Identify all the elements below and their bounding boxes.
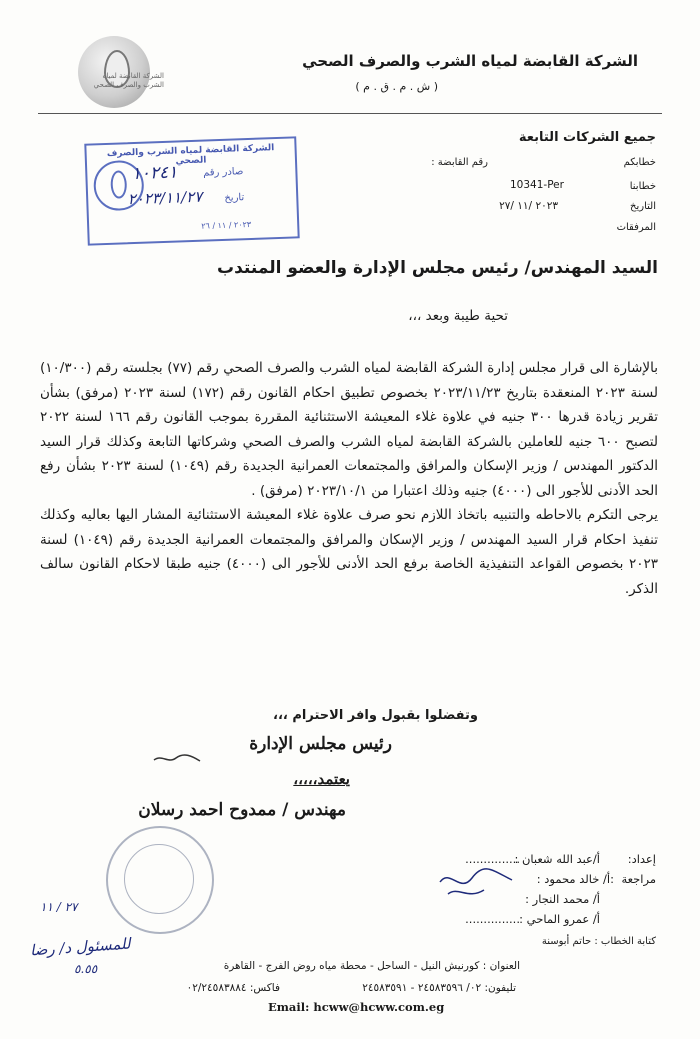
footer-fax: فاكس: ٠٢/٢٤٥٨٣٨٨٤ xyxy=(186,982,280,994)
holding-number-label: رقم القابضة : xyxy=(431,157,488,168)
review-label: مراجعة xyxy=(621,872,656,886)
letter-date: ٢٠٢٣ /١١ /٢٧ xyxy=(499,200,558,212)
signature-scribble xyxy=(152,752,202,766)
letter-body xyxy=(40,356,658,601)
addressee: السيد المهندس/ رئيس مجلس الإدارة والعضو المنتدب xyxy=(217,258,658,278)
seal-inner-ring xyxy=(124,844,194,914)
greeting: تحية طيبة وبعد ،،، xyxy=(408,308,508,324)
stamp-outgoing-label: صادر رقم xyxy=(202,166,244,179)
footer-phone: تليفون: ٠٢/ ٢٤٥٨٣٥٩٦ - ٢٤٥٨٣٥٩١ xyxy=(362,982,516,994)
reviewer-1: :أ/ خالد محمود : xyxy=(536,872,614,886)
stamp-footer: ٢٠٢٣ / ١١ / ٢٦ xyxy=(201,219,252,231)
reviewer-3: أ/ عمرو الماحي : xyxy=(519,912,600,926)
stamp-outgoing-number: ١٠٢٤١ xyxy=(131,162,178,185)
paragraph-request: يرجى التكرم بالاحاطه والتنبيه باتخاذ اللازم نحو صرف علاوة غلاء المعيشة الاستثنائية المشار اليها بعاليه وكذلك تنفيذ احكام قرار السيد المهندس / وزير الإسكان والمرافق والمجتمعات العمرانية الجديدة رقم (١٠٤٩) لسنة ٢٠٢٣ بخصوص القواعد التنفيذية الخاصة برفع الحد الأدنى للأجور الى (٤٠٠٠) جنيه طبقا لاحكام القانون سالف الذكر. xyxy=(40,507,658,597)
signatory-name: مهندس / ممدوح احمد رسلان xyxy=(138,800,346,820)
handwritten-note: للمسئول د/ رضا xyxy=(29,934,132,960)
paragraph-reference: بالإشارة الى قرار مجلس إدارة الشركة القابضة لمياه الشرب والصرف الصحي رقم (٧٧) بجلسته رقم (١٠/٣٠٠) لسنة ٢٠٢٣ المنعقدة بتاريخ ٢٠٢٣/١١/٢٣ بخصوص تطبيق احكام القانون رقم (١٧٢) لسنة ٢٠٢٣ (مرفق) بشأن تقرير زيادة قدرها ٣٠٠ جنيه في علاوة غلاء المعيشة الاستثنائية المقررة بموجب القانون رقم ١٦٦ لسنة ٢٠٢٢ لتصبح ٦٠٠ جنيه للعاملين بالشركة القابضة لمياه الشرب والصرف الصحي وشركاتها التابعة وكذلك قرار السيد الدكتور المهندس / وزير الإسكان والمرافق والمجتمعات العمرانية الجديدة رقم (١٠٤٩) لسنة ٢٠٢٣ بشأن رفع الحد الأدنى للأجور الى (٤٠٠٠) جنيه وذلك اعتبارا من ٢٠٢٣/١٠/١ (مرفق) . xyxy=(40,360,658,499)
footer-email: Email: hcww@hcww.com.eg xyxy=(268,1000,445,1014)
our-letter-number: 10341-Per xyxy=(510,179,564,191)
stamp-date-value: ٢٠٢٣/١١/٢٧ xyxy=(127,187,203,209)
typist: كتابة الخطاب : حاتم أبوسنة xyxy=(541,936,656,947)
prepared-by: أ/عبد الله شعبان : xyxy=(514,852,600,866)
recipients-heading: جميع الشركات التابعة xyxy=(518,130,656,145)
company-abbreviation: ( ش . م . ق . م ) xyxy=(355,80,438,93)
attachments-label: المرفقات xyxy=(616,222,656,233)
closing-line: وتفضلوا بقبول وافر الاحترام ،،، xyxy=(273,708,478,723)
prepared-dots: ............... xyxy=(465,852,520,866)
prepared-label: إعداد: xyxy=(627,852,656,866)
outgoing-stamp xyxy=(84,136,299,245)
company-name: الشركة القابضة لمياه الشرب والصرف الصحي xyxy=(302,52,638,70)
handwritten-initials: ٥.٥٥ xyxy=(74,962,98,976)
initials-scribble xyxy=(436,860,516,904)
your-letter-label: خطابكم xyxy=(623,157,656,168)
approval-label: يعتمد،،،،، xyxy=(293,770,350,788)
our-letter-label: خطابنا xyxy=(629,181,656,192)
date-label: التاريخ xyxy=(630,201,656,212)
reviewer-3-dots: ............... xyxy=(465,912,520,926)
chair-title: رئيس مجلس الإدارة xyxy=(249,734,392,754)
stamp-title: الشركة القابضة لمياه الشرب والصرف الصحي xyxy=(106,143,275,167)
stamp-date-label: تاريخ xyxy=(224,192,245,204)
footer-address: العنوان : كورنيش النيل - الساحل - محطة مياه روض الفرج - القاهرة xyxy=(223,960,520,972)
reviewer-2: أ/ محمد النجار : xyxy=(525,892,600,906)
logo-caption: الشركة القابضة لمياه الشرب والصرف الصحي xyxy=(93,72,164,89)
handwritten-date: ٢٧ / ١١ xyxy=(40,900,78,914)
header-divider xyxy=(38,113,662,114)
